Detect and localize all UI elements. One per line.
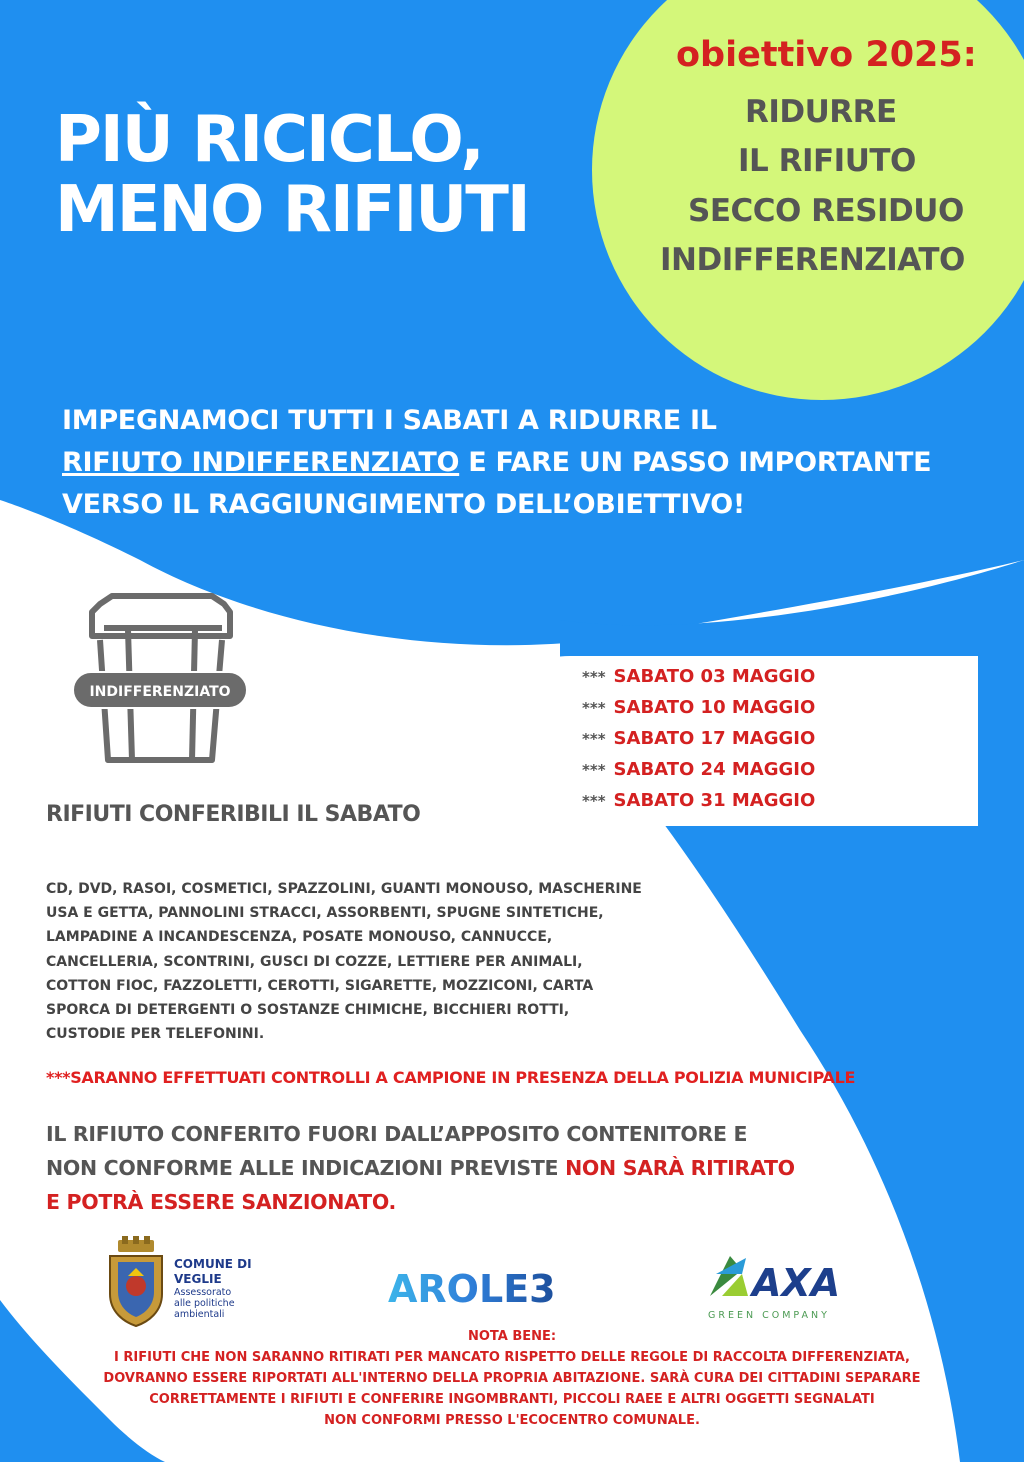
hero-title-line1: PIÙ RICICLO, bbox=[55, 103, 483, 177]
warning-line-2 bbox=[46, 1151, 795, 1185]
note-line: I RIFIUTI CHE NON SARANNO RITIRATI PER MANCATO RISPETTO DELLE REGOLE DI RACCOLTA DIFFERENZIATA, bbox=[114, 1350, 910, 1365]
warning-text bbox=[46, 1117, 795, 1219]
goal-line-1: RIDURRE bbox=[745, 94, 897, 130]
warning-line-2-red: NON SARÀ RITIRATO bbox=[565, 1156, 795, 1180]
items-line: USA E GETTA, PANNOLINI STRACCI, ASSORBENTI, SPUGNE SINTETICHE, bbox=[46, 905, 604, 922]
date-label: SABATO 24 MAGGIO bbox=[613, 759, 816, 780]
arole3-text: AROLE3 bbox=[388, 1267, 556, 1311]
warning-line-3: E POTRÀ ESSERE SANZIONATO. bbox=[46, 1190, 396, 1214]
date-stars: *** bbox=[582, 730, 606, 748]
comune-text bbox=[174, 1257, 252, 1320]
axa-logo bbox=[708, 1252, 858, 1308]
comune-line-2: VEGLIE bbox=[174, 1272, 222, 1286]
commitment-underlined: RIFIUTO INDIFFERENZIATO bbox=[62, 447, 460, 478]
date-stars: *** bbox=[582, 699, 606, 717]
date-label: SABATO 31 MAGGIO bbox=[613, 790, 816, 811]
note-bene bbox=[60, 1326, 964, 1431]
goal-line-2: IL RIFIUTO bbox=[738, 143, 916, 179]
accepted-items-text bbox=[46, 877, 686, 1046]
goal-title: obiettivo 2025: bbox=[676, 35, 977, 75]
comune-sub-2: alle politiche bbox=[174, 1298, 235, 1309]
goal-line-3: SECCO RESIDUO bbox=[688, 193, 964, 229]
items-line: COTTON FIOC, FAZZOLETTI, CEROTTI, SIGARETTE, MOZZICONI, CARTA bbox=[46, 977, 594, 994]
comune-line-1: COMUNE DI bbox=[174, 1257, 252, 1271]
items-line: CANCELLERIA, SCONTRINI, GUSCI DI COZZE, LETTIERE PER ANIMALI, bbox=[46, 953, 583, 970]
commitment-text bbox=[62, 400, 931, 526]
section-title: RIFIUTI CONFERIBILI IL SABATO bbox=[46, 802, 421, 827]
arole3-logo bbox=[388, 1262, 588, 1312]
commitment-line-1: IMPEGNAMOCI TUTTI I SABATI A RIDURRE IL bbox=[62, 405, 717, 436]
date-item bbox=[582, 664, 815, 695]
items-line: SPORCA DI DETERGENTI O SOSTANZE CHIMICHE, BICCHIERI ROTTI, bbox=[46, 1002, 570, 1019]
items-line: CUSTODIE PER TELEFONINI. bbox=[46, 1026, 265, 1043]
axa-text: AXA bbox=[752, 1261, 841, 1305]
hero-title-line2: MENO RIFIUTI bbox=[55, 173, 529, 247]
comune-crest-logo bbox=[104, 1236, 168, 1332]
comune-sub-1: Assessorato bbox=[174, 1287, 232, 1298]
date-item bbox=[582, 695, 815, 726]
date-label: SABATO 17 MAGGIO bbox=[613, 728, 816, 749]
goal-line-4: INDIFFERENZIATO bbox=[660, 242, 965, 278]
date-stars: *** bbox=[582, 792, 606, 810]
controls-notice: ***SARANNO EFFETTUATI CONTROLLI A CAMPIONE IN PRESENZA DELLA POLIZIA MUNICIPALE bbox=[46, 1068, 856, 1087]
date-item bbox=[582, 757, 815, 788]
comune-sub-3: ambientali bbox=[174, 1309, 225, 1320]
items-line: LAMPADINE A INCANDESCENZA, POSATE MONOUSO, CANNUCCE, bbox=[46, 929, 553, 946]
dates-list bbox=[582, 664, 815, 819]
note-title: NOTA BENE: bbox=[467, 1329, 557, 1344]
note-line: DOVRANNO ESSERE RIPORTATI ALL'INTERNO DELLA PROPRIA ABITAZIONE. SARÀ CURA DEI CITTADINI SEPARARE bbox=[103, 1371, 921, 1386]
date-stars: *** bbox=[582, 668, 606, 686]
items-line: CD, DVD, RASOI, COSMETICI, SPAZZOLINI, GUANTI MONOUSO, MASCHERINE bbox=[46, 881, 642, 897]
date-stars: *** bbox=[582, 761, 606, 779]
date-item bbox=[582, 726, 815, 757]
date-item bbox=[582, 788, 815, 819]
hero-title bbox=[55, 103, 529, 248]
date-label: SABATO 03 MAGGIO bbox=[613, 666, 816, 687]
commitment-line-3: VERSO IL RAGGIUNGIMENTO DELL’OBIETTIVO! bbox=[62, 489, 745, 520]
commitment-line-2-rest: E FARE UN PASSO IMPORTANTE bbox=[459, 447, 932, 478]
warning-line-1: IL RIFIUTO CONFERITO FUORI DALL’APPOSITO CONTENITORE E bbox=[46, 1122, 748, 1146]
commitment-line-2 bbox=[62, 442, 931, 484]
axa-subtitle: GREEN COMPANY bbox=[708, 1310, 830, 1321]
note-line: NON CONFORMI PRESSO L'ECOCENTRO COMUNALE. bbox=[324, 1413, 700, 1428]
note-line: CORRETTAMENTE I RIFIUTI E CONFERIRE INGOMBRANTI, PICCOLI RAEE E ALTRI OGGETTI SEGNALATI bbox=[149, 1392, 875, 1407]
bin-label: INDIFFERENZIATO bbox=[72, 671, 248, 709]
warning-line-2-grey: NON CONFORME ALLE INDICAZIONI PREVISTE bbox=[46, 1156, 566, 1180]
date-label: SABATO 10 MAGGIO bbox=[613, 697, 816, 718]
